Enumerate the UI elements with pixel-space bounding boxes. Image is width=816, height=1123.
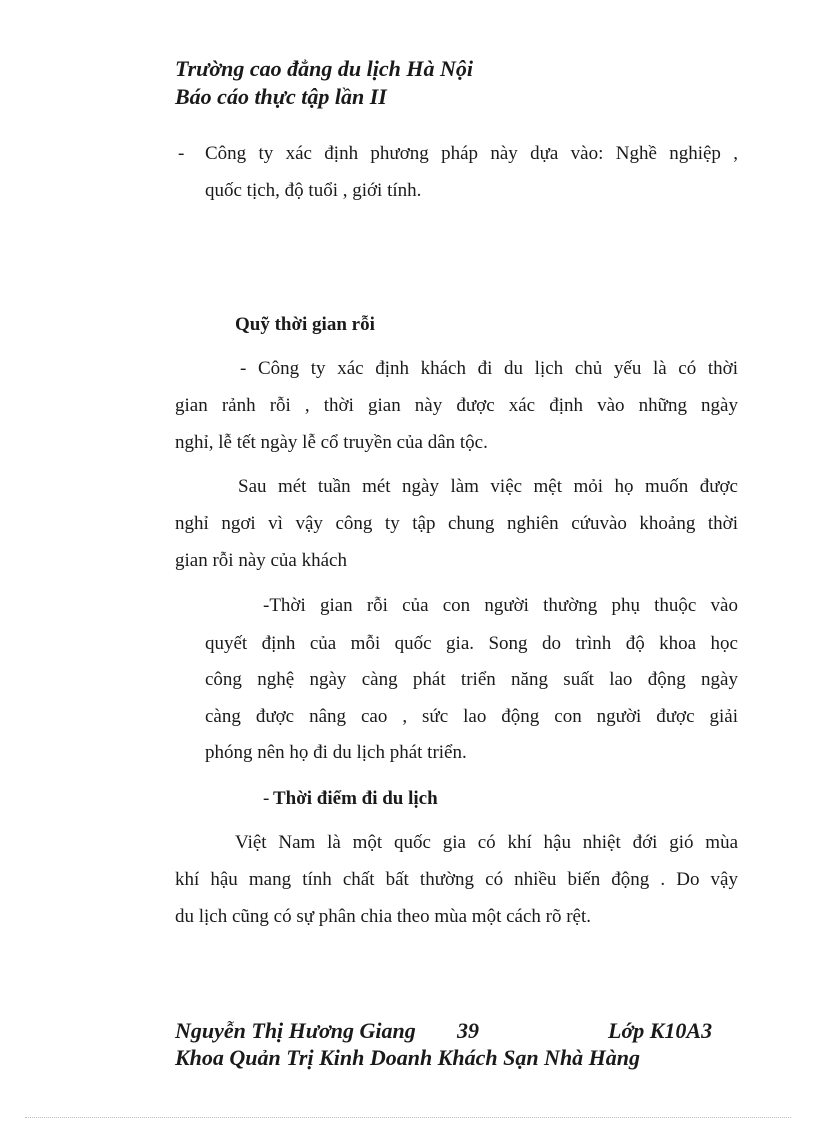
para4-line-3: du lịch cũng có sự phân chia theo mùa một cách rõ rệt.	[175, 906, 592, 927]
para1-line-3: nghỉ, lễ tết ngày lễ cổ truyền của dân tộc.	[175, 432, 488, 453]
bullet-dash: -	[178, 143, 185, 164]
para3-line-3: công nghệ ngày càng phát triển năng suất lao động ngày	[205, 669, 738, 690]
bullet-line-1: Công ty xác định phương pháp này dựa vào: Nghề nghiệp ,	[205, 143, 738, 164]
footer-class: Lớp K10A3	[608, 1018, 713, 1043]
footer-page-number: 39	[457, 1018, 479, 1043]
header-school: Trường cao đẳng du lịch Hà Nội	[175, 56, 473, 81]
footer-author: Nguyễn Thị Hương Giang	[175, 1018, 416, 1043]
para2-line-2: nghỉ ngơi vì vậy công ty tập chung nghiên cứuvào khoảng thời	[175, 513, 738, 534]
para3-line-5: phóng nên họ đi du lịch phát triển.	[205, 742, 467, 763]
para4-line-1: Việt Nam là một quốc gia có khí hậu nhiệt đới gió mùa	[235, 832, 738, 853]
para3-line-1: -Thời gian rỗi của con người thường phụ thuộc vào	[263, 595, 738, 616]
para4-line-2: khí hậu mang tính chất bất thường có nhiều biến động . Do vậy	[175, 869, 738, 890]
page-bottom-divider	[25, 1117, 791, 1118]
header-report-title: Báo cáo thực tập lần II	[175, 84, 387, 109]
section-heading-free-time: Quỹ thời gian rỗi	[235, 314, 375, 335]
para2-line-3: gian rỗi này của khách	[175, 550, 347, 571]
section-heading-dash: -	[263, 788, 270, 809]
para2-line-1: Sau mét tuần mét ngày làm việc mệt mỏi họ muốn được	[238, 476, 738, 497]
bullet-line-2: quốc tịch, độ tuổi , giới tính.	[205, 180, 422, 201]
para1-line-2: gian rảnh rỗi , thời gian này được xác định vào những ngày	[175, 395, 738, 416]
footer-faculty: Khoa Quản Trị Kinh Doanh Khách Sạn Nhà Hàng	[175, 1045, 641, 1070]
para1-line-1: - Công ty xác định khách đi du lịch chủ yếu là có thời	[240, 358, 738, 379]
para3-line-4: càng được nâng cao , sức lao động con người được giải	[205, 706, 738, 727]
section-heading-travel-time: Thời điểm đi du lịch	[273, 788, 438, 809]
para3-line-2: quyết định của mỗi quốc gia. Song do trình độ khoa học	[205, 633, 738, 654]
